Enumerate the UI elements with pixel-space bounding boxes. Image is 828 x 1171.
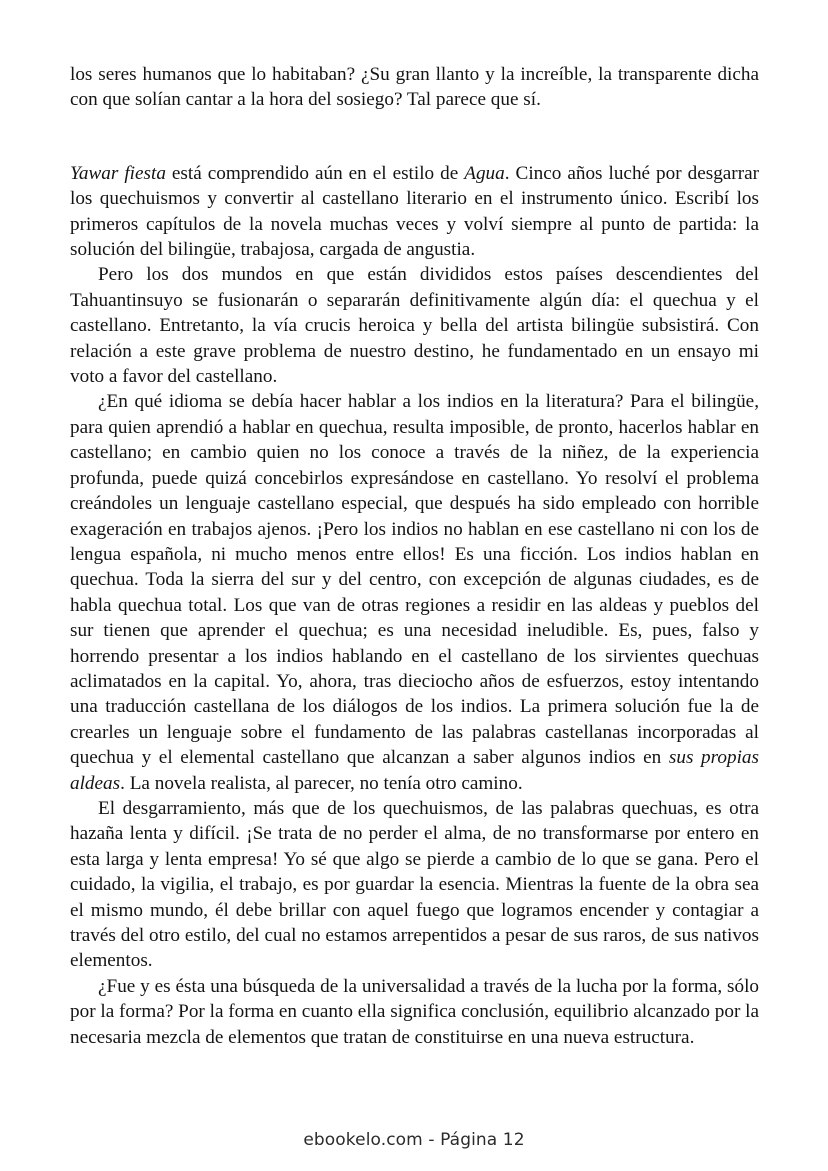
italic-title: sus propias aldeas [70,747,759,794]
paragraph [70,62,759,113]
text-run: ¿En qué idioma se debía hacer hablar a los indios en la literatura? Para el bilingüe, para quien aprendió a hablar en quechua, resulta imposible, de pronto, hacerlos hablar en castellano; en cambio quien no los conoce a través de la niñez, de la experiencia profunda, puede quizá concebirlos expresándose en castellano. Yo resolví el problema creándoles un lenguaje castellano especial, que después ha sido empleado con horrible exageración en trabajos ajenos. ¡Pero los indios no hablan en ese castellano ni con los de lengua española, ni mucho menos entre ellos! Es una ficción. Los indios hablan en quechua. Toda la sierra del sur y del centro, con excepción de algunas ciudades, es de habla quechua total. Los que van de otras regiones a residir en las aldeas y pueblos del sur tienen que aprender el quechua; es una necesidad ineludible. Es, pues, falso y horrendo presentar a los indios hablando en el castellano de los sirvientes quechuas aclimatados en la capital. Yo, ahora, tras dieciocho años de esfuerzos, estoy intentando una traducción castellana de los diálogos de los indios. La primera solución fue la de crearles un lenguaje sobre el fundamento de las palabras castellanas incorporadas al quechua y el elemental castellano que alcanzan a saber algunos indios en [70,391,759,769]
text-run: El desgarramiento, más que de los quechuismos, de las palabras quechuas, es otra hazaña lenta y difícil. ¡Se trata de no perder el alma, de no transformarse por entero en esta larga y lenta empresa! Yo sé que algo se pierde a cambio de lo que se gana. Pero el cuidado, la vigilia, el trabajo, es por guardar la esencia. Mientras la fuente de la obra sea el mismo mundo, él debe brillar con aquel fuego que logramos encender y contagiar a través del otro estilo, del cual no estamos arrepentidos a pesar de sus raros, de sus nativos elementos. [70,797,759,972]
text-run: . Cinco años luché por desgarrar los quechuismos y convertir al castellano literario en el instrumento único. Escribí los primeros capítulos de la novela muchas veces y volví siempre al punto de partida: la solución del bilingüe, trabajosa, cargada de angustia. [70,162,759,261]
paragraph [70,796,759,974]
text-run: Pero los dos mundos en que están divididos estos países descendientes del Tahuantinsuyo se fusionarán o separarán definitivamente algún día: el quechua y el castellano. Entretanto, la vía crucis heroica y bella del artista bilingüe subsistirá. Con relación a este grave problema de nuestro destino, he fundamentado en un ensayo mi voto a favor del castellano. [70,264,759,388]
page-footer: ebookelo.com - Página 12 [303,1130,525,1150]
paragraph [70,161,759,263]
paragraph [70,974,759,1050]
text-run: está comprendido aún en el estilo de [165,162,465,184]
text-run: los seres humanos que lo habitaban? ¿Su gran llanto y la increíble, la transparente dicha con que solían cantar a la hora del sosiego? Tal parece que sí. [70,64,759,111]
text-run: . La novela realista, al parecer, no tenía otro camino. [120,772,523,794]
italic-title: Yawar fiesta [70,162,166,184]
italic-title: Agua [464,162,505,184]
paragraph [70,262,759,389]
paragraph [70,389,759,796]
text-run: ¿Fue y es ésta una búsqueda de la universalidad a través de la lucha por la forma, sólo por la forma? Por la forma en cuanto ella significa conclusión, equilibrio alcanzado por la necesaria mezcla de elementos que tratan de constituirse en una nueva estructura. [70,975,759,1048]
body-text-column [70,62,759,1050]
